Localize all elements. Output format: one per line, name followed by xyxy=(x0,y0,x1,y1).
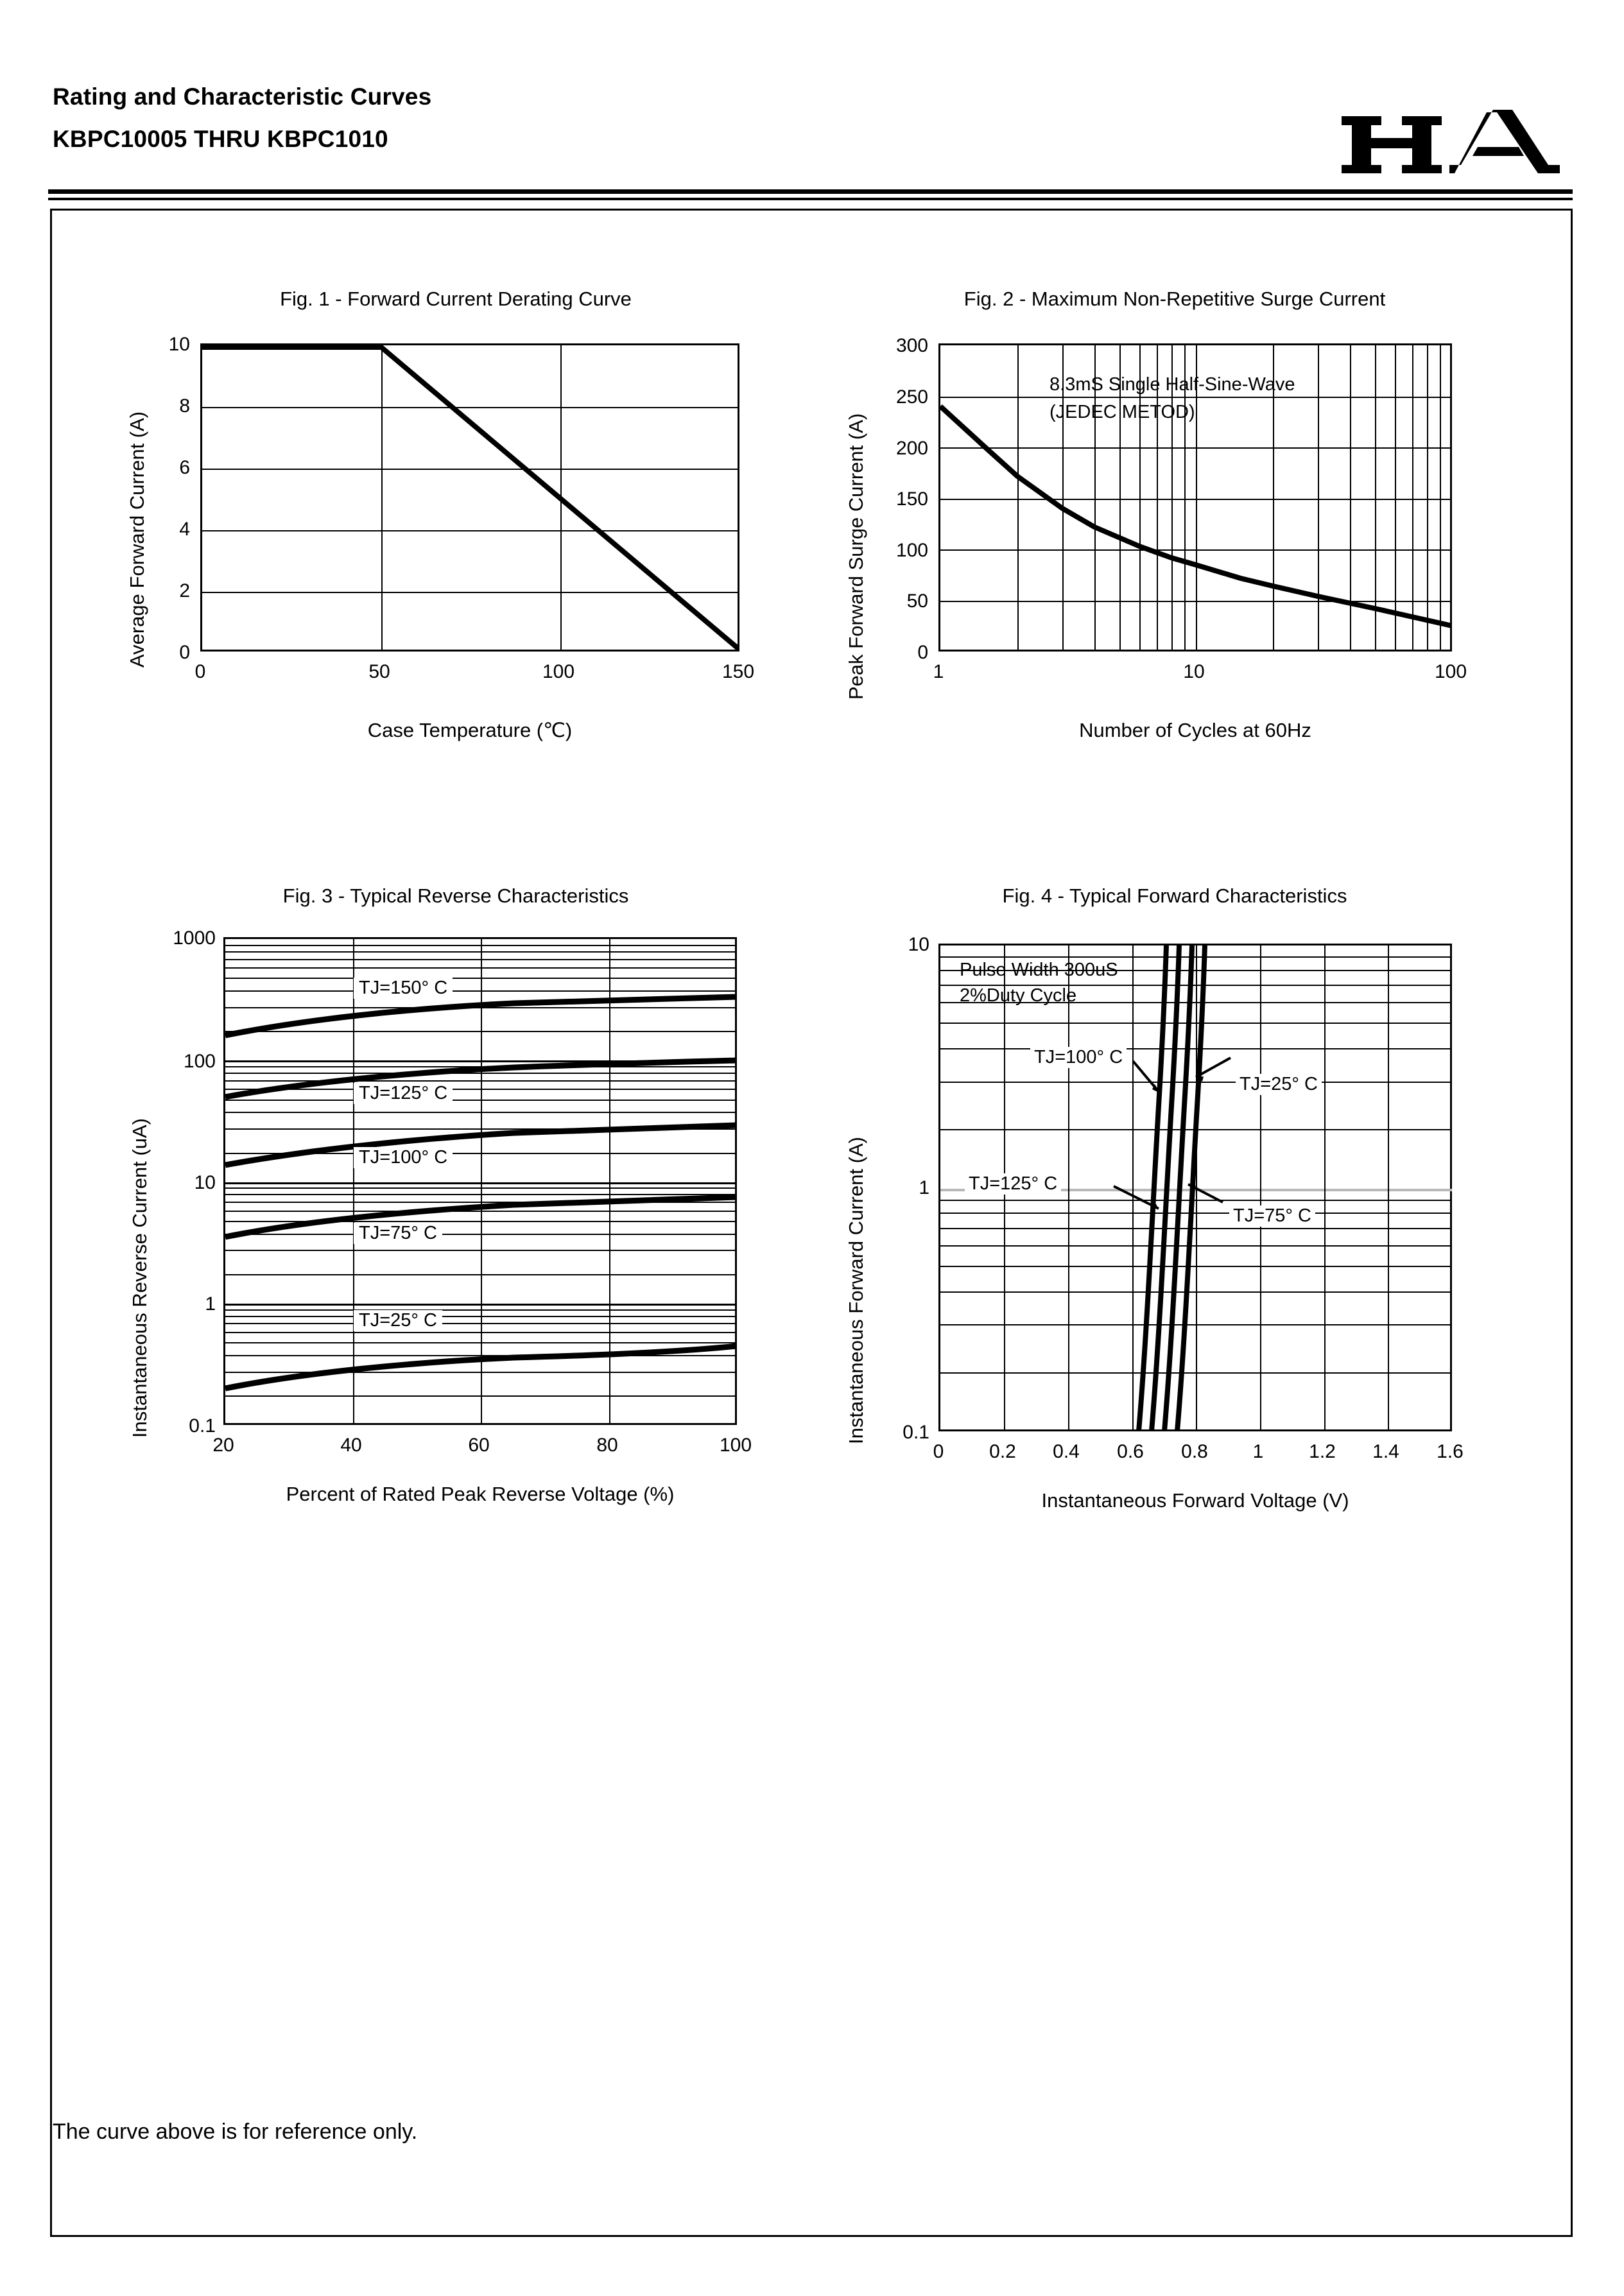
chart-fig2-ylabel: Peak Forward Surge Current (A) xyxy=(845,413,867,700)
chart-fig1-xtick-0: 0 xyxy=(194,661,206,682)
chart-fig4-xtick-1-6: 1.6 xyxy=(1437,1441,1464,1462)
chart-fig2-plot xyxy=(938,343,1452,652)
chart-fig4-annotation-2: 2%Duty Cycle xyxy=(960,985,1077,1006)
chart-fig4-label-25: TJ=25° C xyxy=(1236,1074,1322,1095)
chart-fig3-xtick-40: 40 xyxy=(340,1435,362,1456)
chart-fig3-ytick-1: 1 xyxy=(205,1293,216,1315)
chart-fig4-xtick-1-2: 1.2 xyxy=(1309,1441,1336,1462)
page-subtitle: KBPC10005 THRU KBPC1010 xyxy=(53,126,388,152)
chart-fig3-label-75: TJ=75° C xyxy=(354,1223,442,1244)
chart-fig4-label-100: TJ=100° C xyxy=(1030,1047,1127,1068)
chart-fig3-label-100: TJ=100° C xyxy=(354,1147,453,1168)
chart-fig1-plot xyxy=(200,343,739,652)
chart-fig2-title: Fig. 2 - Maximum Non-Repetitive Surge Current xyxy=(963,288,1386,310)
chart-fig4-xtick-1: 1 xyxy=(1252,1441,1264,1462)
chart-fig4-ytick-10: 10 xyxy=(908,934,929,955)
chart-fig2-ytick-0: 0 xyxy=(917,642,928,663)
ha-logo-icon xyxy=(1335,106,1566,177)
chart-fig1-xtick-50: 50 xyxy=(368,661,390,682)
chart-fig1-ytick-8: 8 xyxy=(179,395,190,417)
chart-fig1 xyxy=(116,276,834,777)
chart-fig3-ylabel: Instantaneous Reverse Current (uA) xyxy=(128,1118,151,1438)
footnote-text: The curve above is for reference only. xyxy=(53,2119,418,2144)
chart-fig1-ylabel: Average Forward Current (A) xyxy=(126,411,148,668)
chart-fig1-title: Fig. 1 - Forward Current Derating Curve xyxy=(280,288,632,310)
chart-fig3-ytick-1000: 1000 xyxy=(173,928,216,949)
chart-fig2-annotation-1: 8.3mS Single Half-Sine-Wave xyxy=(1050,374,1295,395)
chart-fig4-ytick-1: 1 xyxy=(919,1177,929,1198)
chart-fig3-plot xyxy=(223,937,737,1425)
chart-fig3-ytick-100: 100 xyxy=(183,1051,216,1072)
chart-fig2-xlabel: Number of Cycles at 60Hz xyxy=(1079,719,1311,741)
chart-fig1-ytick-2: 2 xyxy=(179,580,190,601)
chart-fig2-ytick-300: 300 xyxy=(895,335,928,356)
chart-fig4-xtick-0-8: 0.8 xyxy=(1181,1441,1208,1462)
header-rule-thick xyxy=(48,189,1573,194)
chart-fig1-xlabel: Case Temperature (℃) xyxy=(367,719,573,741)
chart-fig4-xtick-0: 0 xyxy=(933,1441,944,1462)
chart-fig3-label-125: TJ=125° C xyxy=(354,1083,453,1104)
chart-fig4-xlabel: Instantaneous Forward Voltage (V) xyxy=(1041,1489,1349,1512)
chart-fig1-ytick-6: 6 xyxy=(179,457,190,478)
chart-fig1-xtick-150: 150 xyxy=(721,661,755,682)
chart-fig2-ytick-100: 100 xyxy=(895,540,928,561)
chart-fig3 xyxy=(116,873,834,1515)
chart-fig3-label-150: TJ=150° C xyxy=(354,978,453,999)
chart-fig3-ytick-10: 10 xyxy=(194,1172,216,1193)
chart-fig4-xtick-0-2: 0.2 xyxy=(989,1441,1016,1462)
chart-fig3-title: Fig. 3 - Typical Reverse Characteristics xyxy=(282,885,629,907)
chart-fig4-xtick-0-4: 0.4 xyxy=(1053,1441,1080,1462)
chart-fig4-xtick-0-6: 0.6 xyxy=(1117,1441,1144,1462)
chart-fig2-ytick-250: 250 xyxy=(895,386,928,408)
chart-fig4-plot xyxy=(938,944,1452,1431)
chart-fig4-label-75: TJ=75° C xyxy=(1229,1205,1315,1227)
page-title: Rating and Characteristic Curves xyxy=(53,83,432,110)
chart-fig4-ytick-0-1: 0.1 xyxy=(903,1422,929,1443)
chart-fig2-xtick-100: 100 xyxy=(1434,661,1467,682)
chart-fig3-xtick-60: 60 xyxy=(468,1435,490,1456)
chart-fig4 xyxy=(828,873,1547,1528)
chart-fig1-ytick-4: 4 xyxy=(179,519,190,540)
chart-fig3-label-25: TJ=25° C xyxy=(354,1310,442,1331)
chart-fig4-xtick-1-4: 1.4 xyxy=(1372,1441,1399,1462)
chart-fig1-xtick-100: 100 xyxy=(542,661,575,682)
chart-fig2-ytick-50: 50 xyxy=(906,591,928,612)
chart-fig2-annotation-2: (JEDEC METOD) xyxy=(1050,402,1195,422)
chart-fig1-ytick-10: 10 xyxy=(168,334,190,355)
chart-fig4-title: Fig. 4 - Typical Forward Characteristics xyxy=(1002,885,1347,907)
chart-fig3-ytick-0-1: 0.1 xyxy=(189,1415,216,1437)
chart-fig4-annotation-1: Pulse Width 300uS xyxy=(960,960,1118,980)
chart-fig1-ytick-0: 0 xyxy=(179,642,190,663)
header-rule-thin xyxy=(48,198,1573,200)
chart-fig3-xtick-20: 20 xyxy=(212,1435,234,1456)
chart-fig2-ytick-150: 150 xyxy=(895,488,928,510)
chart-fig2-xtick-1: 1 xyxy=(933,661,944,682)
chart-fig2-ytick-200: 200 xyxy=(895,438,928,459)
chart-fig2 xyxy=(828,276,1547,777)
chart-fig3-xtick-100: 100 xyxy=(719,1435,752,1456)
chart-fig3-xtick-80: 80 xyxy=(596,1435,618,1456)
chart-fig3-xlabel: Percent of Rated Peak Reverse Voltage (%) xyxy=(286,1483,675,1505)
chart-fig4-ylabel: Instantaneous Forward Current (A) xyxy=(845,1137,867,1444)
chart-fig2-xtick-10: 10 xyxy=(1183,661,1205,682)
chart-fig4-label-125: TJ=125° C xyxy=(965,1173,1061,1195)
